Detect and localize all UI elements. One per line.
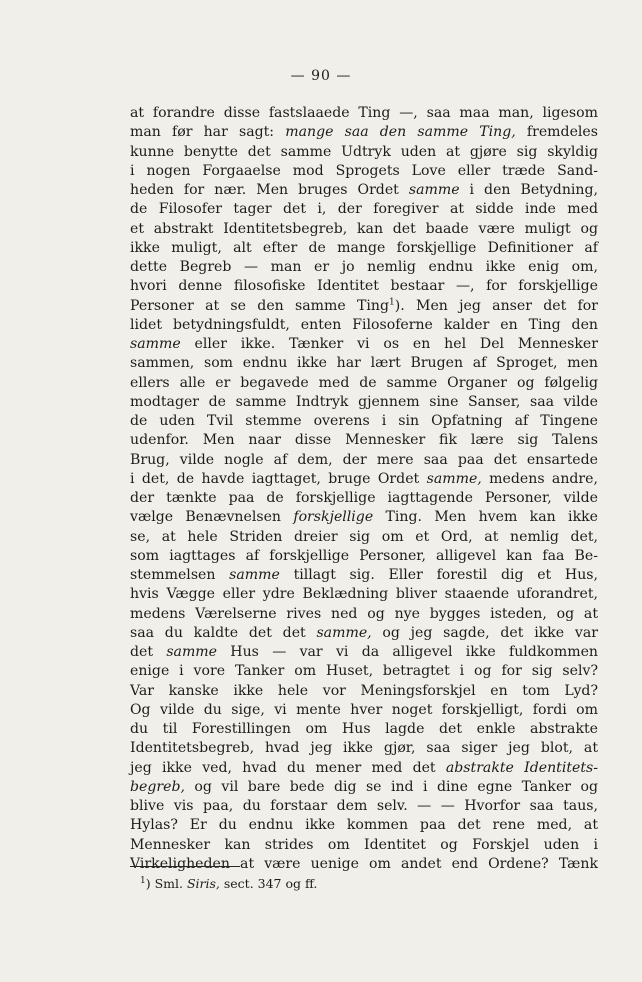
text-line: Brug, vilde nogle af dem, der mere saa paa det ensartede — [130, 451, 598, 468]
italic-term: abstrakte Identitets- — [445, 759, 598, 776]
text-line: Virkeligheden at være uenige om andet end Ordene? Tænk — [130, 855, 598, 872]
text-line: Personer at se den samme Ting$^1$). Men jeg anser det for — [130, 296, 598, 314]
italic-term: samme, — [426, 470, 482, 487]
text-line: et abstrakt Identitetsbegreb, kan det baade være muligt og — [130, 220, 598, 237]
footnote-marker: 1 — [389, 296, 395, 307]
text-line: enige i vore Tanker om Huset, betragtet i og for sig selv? — [130, 663, 598, 680]
text-line: se, at hele Striden dreier sig om et Ord, at nemlig det, — [130, 528, 598, 545]
text-line: du til Forestillingen om Hus lagde det enkle abstrakte — [130, 721, 598, 737]
italic-term: samme — [166, 644, 218, 660]
text-line: hvori denne filosofiske Identitet bestaar —, for forskjellige — [130, 278, 598, 295]
text-line: Mennesker kan strides om Identitet og Forskjel uden i — [130, 836, 598, 853]
italic-term: Siris, — [186, 876, 220, 891]
text-line: man før har sagt: mange saa den samme Ting, fremdeles — [130, 124, 598, 141]
page-number: — 90 — — [290, 68, 352, 84]
text-line: kunne benytte det samme Udtryk uden at gjøre sig skyldig — [130, 143, 598, 160]
footnote: $^1$) Sml. Siris, sect. 347 og ff. — [140, 875, 318, 891]
text-line: det samme Hus — var vi da alligevel ikke fuldkommen — [130, 644, 598, 660]
italic-term: begreb, — [130, 778, 185, 795]
text-line: der tænkte paa de forskjellige iagttagende Personer, vilde — [130, 490, 598, 506]
text-line: i nogen Forgaaelse mod Sprogets Love eller træde Sand- — [130, 162, 598, 179]
italic-term: samme — [408, 182, 460, 198]
text-line: sammen, som endnu ikke har lært Brugen af Sproget, men — [130, 355, 598, 372]
text-line: Var kanske ikke hele vor Meningsforskjel en tom Lyd? — [130, 682, 598, 699]
italic-term: samme — [130, 336, 181, 352]
text-line: vælge Benævnelsen forskjellige Ting. Men hvem kan ikke — [130, 509, 598, 526]
text-line: de Filosofer tager det i, der foregiver at sidde inde med — [130, 201, 598, 218]
body-text — [130, 104, 598, 874]
text-line: ikke muligt, alt efter de mange forskjellige Definitioner af — [130, 239, 598, 256]
text-line: hvis Vægge eller ydre Beklædning bliver staaende uforandret, — [130, 586, 598, 603]
text-line: blive vis paa, du forstaar dem selv. — — Hvorfor saa taus, — [130, 798, 598, 814]
text-line: i det, de havde iagttaget, bruge Ordet samme, medens andre, — [130, 470, 598, 487]
text-line: Identitetsbegreb, hvad jeg ikke gjør, saa siger jeg blot, at — [130, 740, 598, 757]
text-line: saa du kaldte det det samme, og jeg sagde, det ikke var — [130, 624, 598, 641]
italic-term: samme — [229, 567, 280, 583]
text-line: som iagttages af forskjellige Personer, alligevel kan faa Be- — [130, 547, 598, 564]
italic-term: mange saa den samme Ting, — [285, 124, 516, 141]
italic-term: forskjellige — [293, 509, 374, 526]
text-line: stemmelsen samme tillagt sig. Eller forestil dig et Hus, — [130, 567, 598, 583]
text-line: Hylas? Er du endnu ikke kommen paa det rene med, at — [130, 817, 598, 834]
footnote-number: 1 — [140, 875, 146, 886]
text-line: Og vilde du sige, vi mente hver noget forskjelligt, fordi om — [130, 701, 598, 718]
text-line: samme eller ikke. Tænker vi os en hel Del Mennesker — [130, 336, 598, 352]
text-line: heden for nær. Men bruges Ordet samme i den Betydning, — [130, 182, 598, 198]
text-line: medens Værelserne rives ned og nye bygges isteden, og at — [130, 605, 598, 622]
text-line: ellers alle er begavede med de samme Organer og følgelig — [130, 374, 598, 391]
italic-term: samme, — [316, 624, 372, 641]
text-line: jeg ikke ved, hvad du mener med det abstrakte Identitets- — [130, 759, 598, 776]
text-line: dette Begreb — man er jo nemlig endnu ikke enig om, — [130, 259, 598, 275]
text-line: lidet betydningsfuldt, enten Filosoferne kalder en Ting den — [130, 316, 598, 333]
text-line: de uden Tvil stemme overens i sin Opfatning af Tingene — [130, 413, 598, 429]
text-line: at forandre disse fastslaaede Ting —, saa maa man, ligesom — [130, 105, 598, 121]
text-line: begreb, og vil bare bede dig se ind i dine egne Tanker og — [130, 778, 598, 795]
footnote-rule — [130, 866, 240, 867]
text-line: modtager de samme Indtryk gjennem sine Sanser, saa vilde — [130, 393, 598, 410]
text-line: udenfor. Men naar disse Mennesker fik lære sig Talens — [130, 432, 598, 449]
